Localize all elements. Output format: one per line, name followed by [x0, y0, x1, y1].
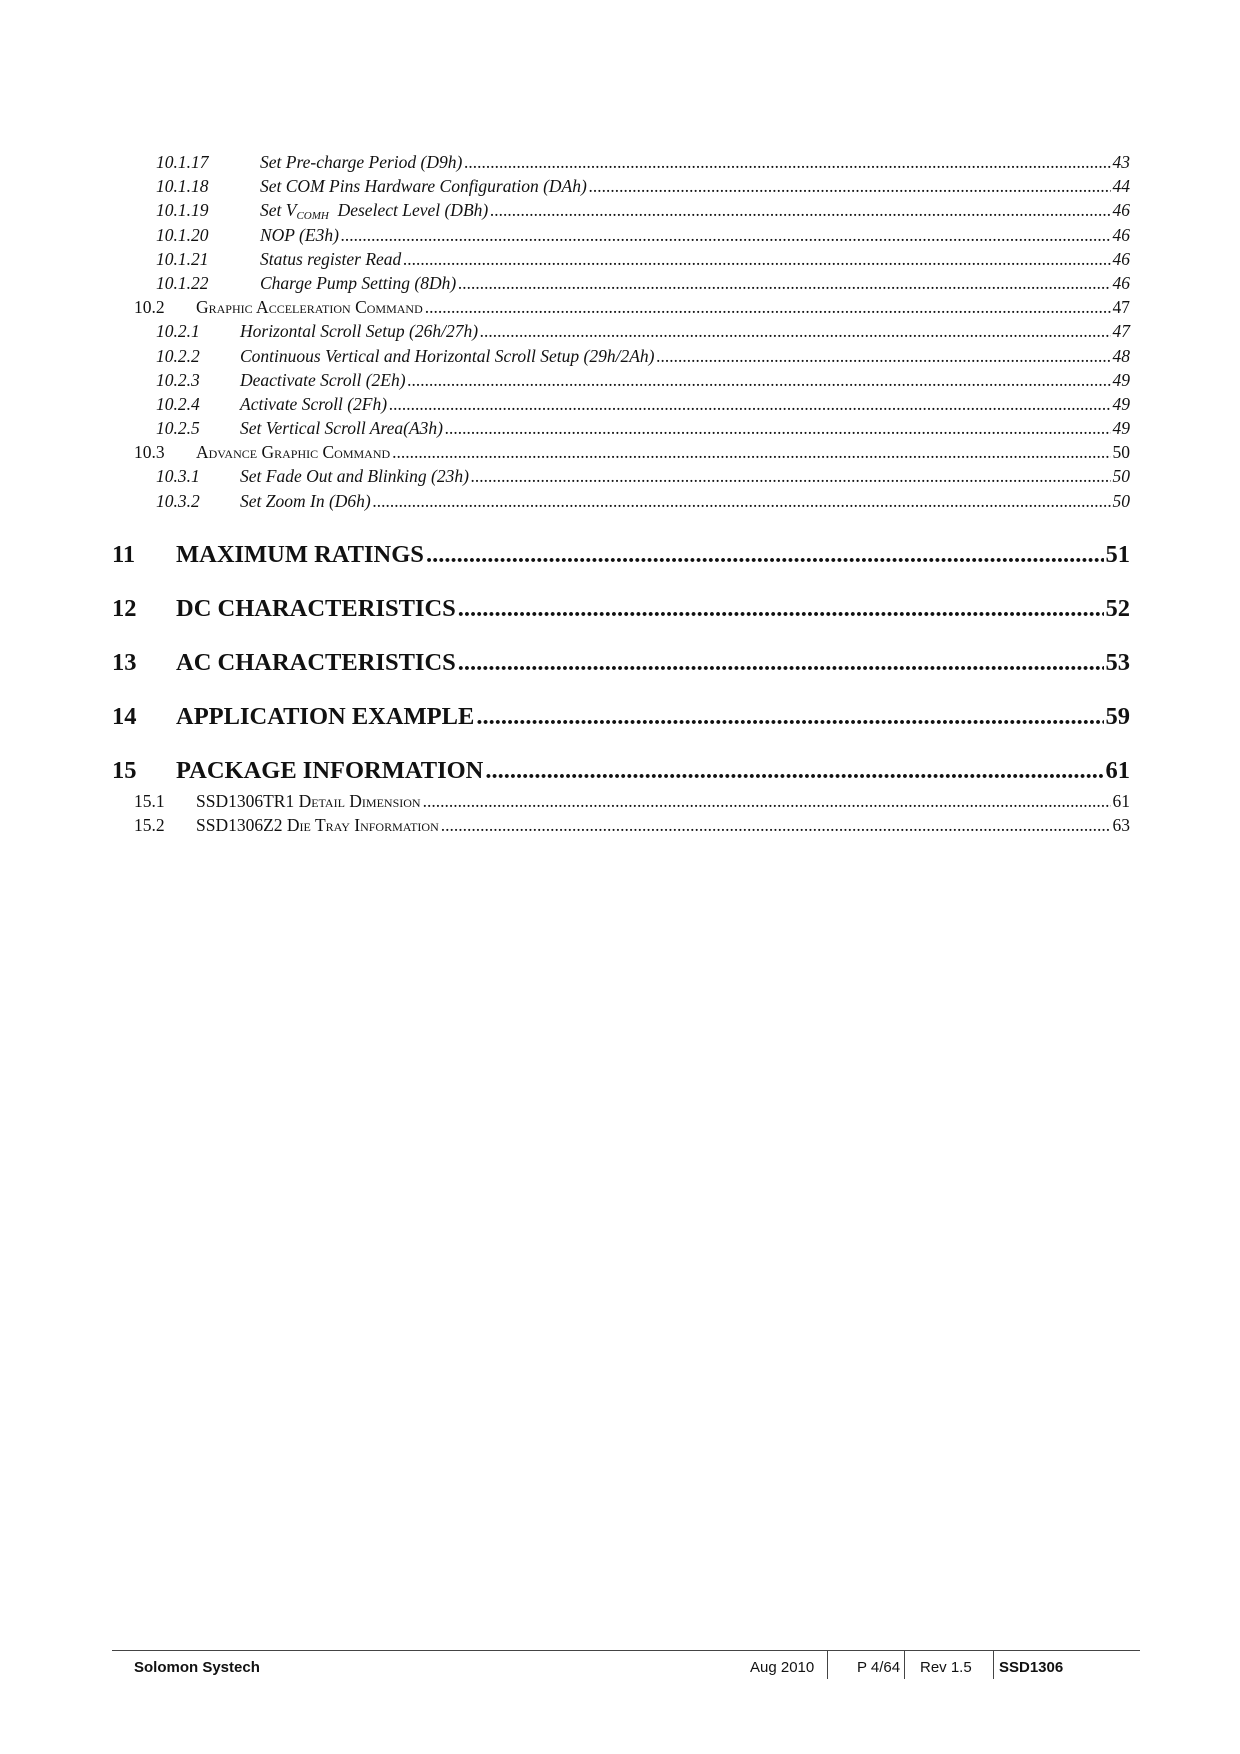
toc-page: 50 [1112, 466, 1130, 487]
footer-revision: Rev 1.5 [920, 1659, 972, 1676]
toc-number: 10.1.22 [156, 272, 209, 293]
toc-title: Deactivate Scroll (2Eh) [240, 369, 406, 390]
toc-title: Set Vertical Scroll Area(A3h) [240, 418, 443, 439]
dot-leader [425, 297, 1111, 318]
toc-page: 43 [1112, 152, 1130, 172]
toc-page: 46 [1112, 272, 1130, 293]
toc-number: 14 [112, 702, 137, 730]
toc-number: 10.1.17 [156, 152, 209, 172]
table-of-contents [112, 152, 1130, 839]
dot-leader [392, 442, 1110, 463]
toc-entry-10-3-1[interactable] [112, 466, 1130, 490]
toc-page: 50 [1112, 442, 1130, 463]
dot-leader [426, 541, 1104, 569]
toc-number: 15.2 [134, 815, 165, 835]
page-footer [112, 1651, 1140, 1681]
dot-leader [408, 370, 1111, 391]
dot-leader [476, 703, 1103, 731]
toc-page: 50 [1112, 490, 1130, 511]
toc-number: 15 [112, 756, 137, 784]
toc-entry-10-2[interactable] [112, 297, 1130, 321]
toc-entry-10-2-3[interactable] [112, 370, 1130, 394]
dot-leader [341, 225, 1111, 246]
toc-number: 10.1.21 [156, 248, 209, 269]
toc-entry-14[interactable] [112, 677, 1130, 731]
toc-entry-13[interactable] [112, 623, 1130, 677]
toc-page: 46 [1112, 224, 1130, 245]
dot-leader [490, 200, 1110, 221]
toc-entry-15-1[interactable] [112, 791, 1130, 815]
footer-document-id: SSD1306 [999, 1659, 1064, 1676]
toc-number: 10.2.1 [156, 321, 200, 342]
toc-page: 61 [1105, 756, 1130, 784]
footer-company: Solomon Systech [134, 1659, 260, 1676]
toc-title: Status register Read [260, 248, 402, 269]
toc-entry-10-1-21[interactable] [112, 249, 1130, 273]
toc-title: Graphic Acceleration Command [196, 297, 423, 318]
toc-number: 10.3.2 [156, 490, 200, 511]
dot-leader [458, 273, 1110, 294]
toc-title: Set COM Pins Hardware Configuration (DAh) [260, 176, 587, 197]
dot-leader [471, 466, 1111, 487]
toc-title: NOP (E3h) [260, 224, 339, 245]
toc-page: 44 [1112, 176, 1130, 197]
dot-leader [423, 791, 1111, 812]
dot-leader [480, 321, 1110, 342]
dot-leader [441, 815, 1111, 836]
toc-entry-10-2-4[interactable] [112, 394, 1130, 418]
toc-page: 52 [1105, 594, 1130, 622]
toc-number: 12 [112, 594, 137, 622]
toc-number: 10.2.3 [156, 369, 200, 390]
toc-number: 10.1.20 [156, 224, 209, 245]
dot-leader [656, 346, 1110, 367]
toc-title: DC CHARACTERISTICS [176, 594, 456, 622]
toc-page: 63 [1112, 815, 1130, 835]
footer-date: Aug 2010 [750, 1659, 815, 1676]
toc-page: 47 [1112, 321, 1130, 342]
dot-leader [458, 595, 1104, 623]
toc-page: 48 [1112, 345, 1130, 366]
toc-title: SSD1306TR1 Detail Dimension [196, 790, 421, 811]
dot-leader [389, 394, 1110, 415]
dot-leader [403, 249, 1110, 270]
toc-number: 10.1.19 [156, 200, 209, 221]
toc-number: 10.3 [134, 442, 165, 463]
footer-separator [993, 1651, 994, 1679]
toc-page: 53 [1105, 648, 1130, 676]
toc-number: 10.2 [134, 297, 165, 318]
toc-page: 49 [1112, 418, 1130, 439]
toc-title: Set Zoom In (D6h) [240, 490, 371, 511]
toc-entry-10-3-2[interactable] [112, 491, 1130, 515]
toc-page: 46 [1112, 248, 1130, 269]
toc-entry-10-2-2[interactable] [112, 346, 1130, 370]
toc-number: 11 [112, 540, 136, 568]
toc-title: Advance Graphic Command [196, 442, 391, 463]
toc-page: 49 [1112, 369, 1130, 390]
toc-title-prefix: Set V [260, 200, 297, 221]
toc-entry-15-2[interactable] [112, 815, 1130, 839]
dot-leader [445, 418, 1111, 439]
footer-separator [904, 1651, 905, 1679]
toc-title-subscript: COMH [296, 210, 329, 223]
toc-number: 15.1 [134, 790, 165, 811]
toc-title-suffix: Deselect Level (DBh) [328, 200, 489, 221]
toc-title: PACKAGE INFORMATION [176, 756, 484, 784]
dot-leader [589, 176, 1111, 197]
toc-number: 10.2.4 [156, 393, 200, 414]
toc-entry-10-2-5[interactable] [112, 418, 1130, 442]
toc-entry-10-1-19[interactable] [112, 200, 1130, 224]
toc-entry-10-1-18[interactable] [112, 176, 1130, 200]
toc-page: 49 [1112, 393, 1130, 414]
toc-number: 10.2.5 [156, 418, 200, 439]
toc-entry-12[interactable] [112, 569, 1130, 623]
toc-title [260, 200, 488, 222]
footer-separator [827, 1651, 828, 1679]
toc-title: Set Pre-charge Period (D9h) [260, 152, 463, 172]
toc-title: SSD1306Z2 Die Tray Information [196, 815, 439, 835]
toc-entry-10-1-17[interactable] [112, 152, 1130, 176]
toc-entry-10-3[interactable] [112, 442, 1130, 466]
toc-title: Activate Scroll (2Fh) [240, 393, 388, 414]
toc-number: 10.2.2 [156, 345, 200, 366]
toc-entry-11[interactable] [112, 515, 1130, 569]
toc-page: 46 [1112, 200, 1130, 221]
dot-leader [373, 491, 1111, 512]
toc-title: Set Fade Out and Blinking (23h) [240, 466, 469, 487]
toc-title: Horizontal Scroll Setup (26h/27h) [240, 321, 479, 342]
toc-number: 13 [112, 648, 137, 676]
toc-page: 59 [1105, 702, 1130, 730]
toc-page: 61 [1112, 790, 1130, 811]
toc-entry-10-1-22[interactable] [112, 273, 1130, 297]
dot-leader [485, 757, 1103, 785]
toc-title: AC CHARACTERISTICS [176, 648, 456, 676]
dot-leader [464, 152, 1110, 173]
toc-page: 47 [1112, 297, 1130, 318]
toc-number: 10.1.18 [156, 176, 209, 197]
toc-entry-15[interactable] [112, 731, 1130, 785]
toc-number: 10.3.1 [156, 466, 200, 487]
toc-title: APPLICATION EXAMPLE [176, 702, 475, 730]
dot-leader [458, 649, 1104, 677]
footer-page-number: P 4/64 [857, 1659, 901, 1676]
toc-title: MAXIMUM RATINGS [176, 540, 424, 568]
toc-entry-10-2-1[interactable] [112, 321, 1130, 345]
toc-title: Charge Pump Setting (8Dh) [260, 272, 457, 293]
toc-page: 51 [1105, 540, 1130, 568]
toc-title: Continuous Vertical and Horizontal Scroll Setup (29h/2Ah) [240, 345, 655, 366]
toc-entry-10-1-20[interactable] [112, 225, 1130, 249]
